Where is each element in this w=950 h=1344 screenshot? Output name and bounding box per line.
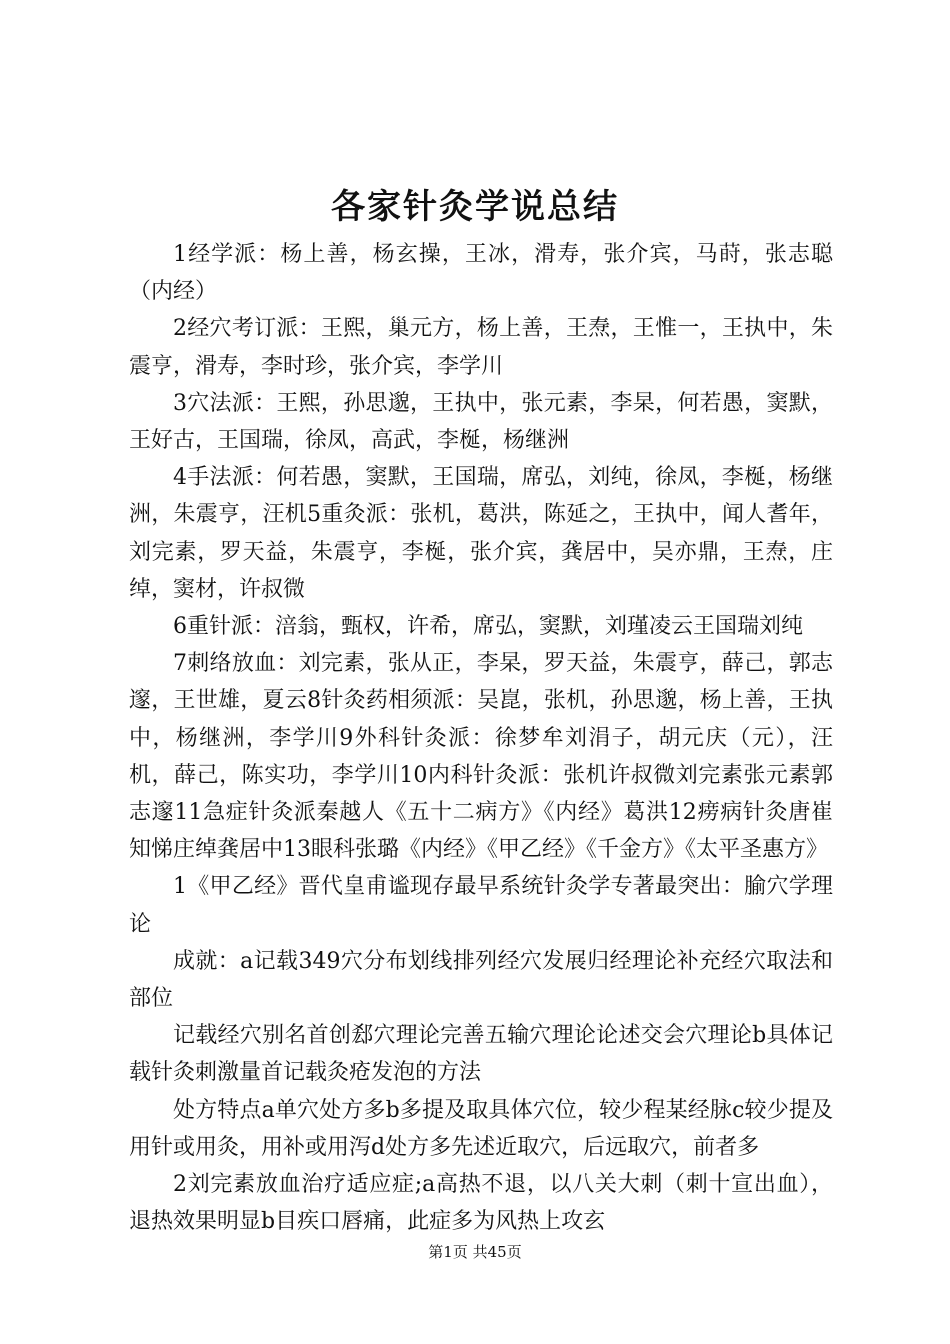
document-title: 各家针灸学说总结 [331,187,619,227]
paragraph: 6重针派：涪翁，甄权，许希，席弘，窦默，刘瑾凌云王国瑞刘纯 [173,614,803,640]
paragraph: 1《甲乙经》晋代皇甫谧现存最早系统针灸学专著最突出：腧穴学理论 [129,874,833,937]
paragraph: 2刘完素放血治疗适应症;a高热不退，以八关大刺（刺十宣出血），退热效果明显b目疾口唇痛，此症多为风热上攻玄 [129,1172,833,1235]
paragraph: 4手法派：何若愚，窦默，王国瑞，席弘，刘纯，徐凤，李梴，杨继洲，朱震亨，汪机5重灸派：张机，葛洪，陈延之，王执中，闻人耆年，刘完素，罗天益，朱震亨，李梴，张介宾，龚居中，吴亦鼎，王焘，庄绰，窦材，许叔微 [129,465,833,602]
paragraph: 记载经穴别名首创郄穴理论完善五输穴理论论述交会穴理论b具体记载针灸刺激量首记载灸疮发泡的方法 [129,1023,833,1086]
paragraph: 处方特点a单穴处方多b多提及取具体穴位，较少程某经脉c较少提及用针或用灸，用补或用泻d处方多先述近取穴，后远取穴，前者多 [129,1097,833,1160]
paragraph: 成就：a记载349穴分布划线排列经穴发展归经理论补充经穴取法和部位 [129,948,833,1012]
paragraph: 3穴法派：王熙，孙思邈，王执中，张元素，李杲，何若愚，窦默，王好古，王国瑞，徐凤，高武，李梴，杨继洲 [129,390,833,454]
paragraph: 7刺络放血：刘完素，张从正，李杲，罗天益，朱震亨，薛己，郭志邃，王世雄，夏云8针灸药相须派：吴崑，张机，孙思邈，杨上善，王执中，杨继洲，李学川9外科针灸派：徐梦牟刘涓子，胡元庆（元），汪机，薛己，陈实功，李学川10内科针灸派：张机许叔微刘完素张元素郭志邃11急症针灸派秦越人《五十二病方》《内经》葛洪12痨病针灸唐崔知悌庄绰龚居中13眼科张璐《内经》《甲乙经》《千金方》《太平圣惠方》 [129,651,833,863]
paragraph: 1经学派：杨上善，杨玄操，王冰，滑寿，张介宾，马莳，张志聪（内经） [129,242,833,305]
document-body [129,236,833,1240]
paragraph: 2经穴考订派：王熙，巢元方，杨上善，王焘，王惟一，王执中，朱震亨，滑寿，李时珍，张介宾，李学川 [129,316,833,379]
page-number-footer: 第1页 共45页 [428,1243,522,1261]
